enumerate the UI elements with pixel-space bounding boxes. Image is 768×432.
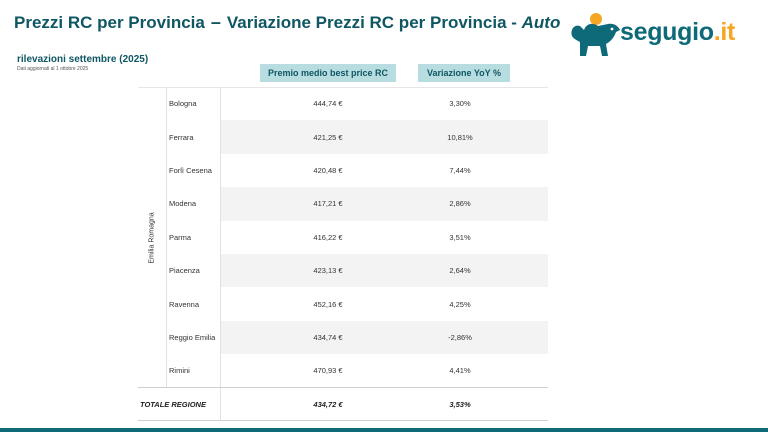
region-label: Emilia Romagna xyxy=(148,212,156,264)
province-name: Reggio Emilia xyxy=(169,332,216,342)
row-band xyxy=(221,254,548,287)
province-name: Rimini xyxy=(169,366,190,376)
table-body xyxy=(138,87,548,388)
logo-wordmark xyxy=(620,18,735,47)
table-row xyxy=(138,321,548,354)
title-rest: Variazione Prezzi RC per Provincia - xyxy=(226,13,517,32)
table-row: Ravenna 452,16 € 4,25% xyxy=(138,287,548,320)
page-title xyxy=(14,12,560,33)
province-name: Modena xyxy=(169,199,197,209)
total-label: TOTALE REGIONE xyxy=(140,399,206,409)
province-name: Bologna xyxy=(169,99,197,109)
logo-tld: .it xyxy=(713,18,736,46)
footer-bar xyxy=(0,428,768,432)
province-name: Forlì Cesena xyxy=(169,165,212,175)
survey-period: rilevazioni settembre (2025) xyxy=(17,54,149,65)
table-row: Forlì Cesena 420,48 € 7,44% xyxy=(138,154,548,187)
update-date: Dati aggiornati al 1 ottobre 2025 xyxy=(17,66,89,72)
title-separator: – xyxy=(210,12,221,32)
province-name: Piacenza xyxy=(169,266,200,276)
table-row: Rimini 470,93 € 4,41% xyxy=(138,354,548,387)
province-name: Parma xyxy=(169,232,192,242)
province-name: Ravenna xyxy=(169,299,200,309)
title-vehicle: Auto xyxy=(521,13,561,32)
table-row xyxy=(138,120,548,153)
row-band xyxy=(221,321,548,354)
table-row: Bologna 444,74 € 3,30% xyxy=(138,87,548,120)
table-row xyxy=(138,254,548,287)
total-bottom-divider xyxy=(138,420,548,421)
logo-name: segugio xyxy=(620,18,714,46)
segugio-logo xyxy=(568,10,764,60)
title-main: Prezzi RC per Provincia xyxy=(14,13,205,32)
column-header-premio: Premio medio best price RC xyxy=(260,64,396,82)
row-band xyxy=(221,187,548,220)
dog-icon xyxy=(568,10,624,58)
row-band xyxy=(221,120,548,153)
column-header-variazione: Variazione YoY % xyxy=(418,64,510,82)
table-row xyxy=(138,187,548,220)
total-row: TOTALE REGIONE 434,72 € 3,53% xyxy=(138,387,548,421)
province-name: Ferrara xyxy=(169,132,194,142)
table-row: Parma 416,22 € 3,51% xyxy=(138,221,548,254)
